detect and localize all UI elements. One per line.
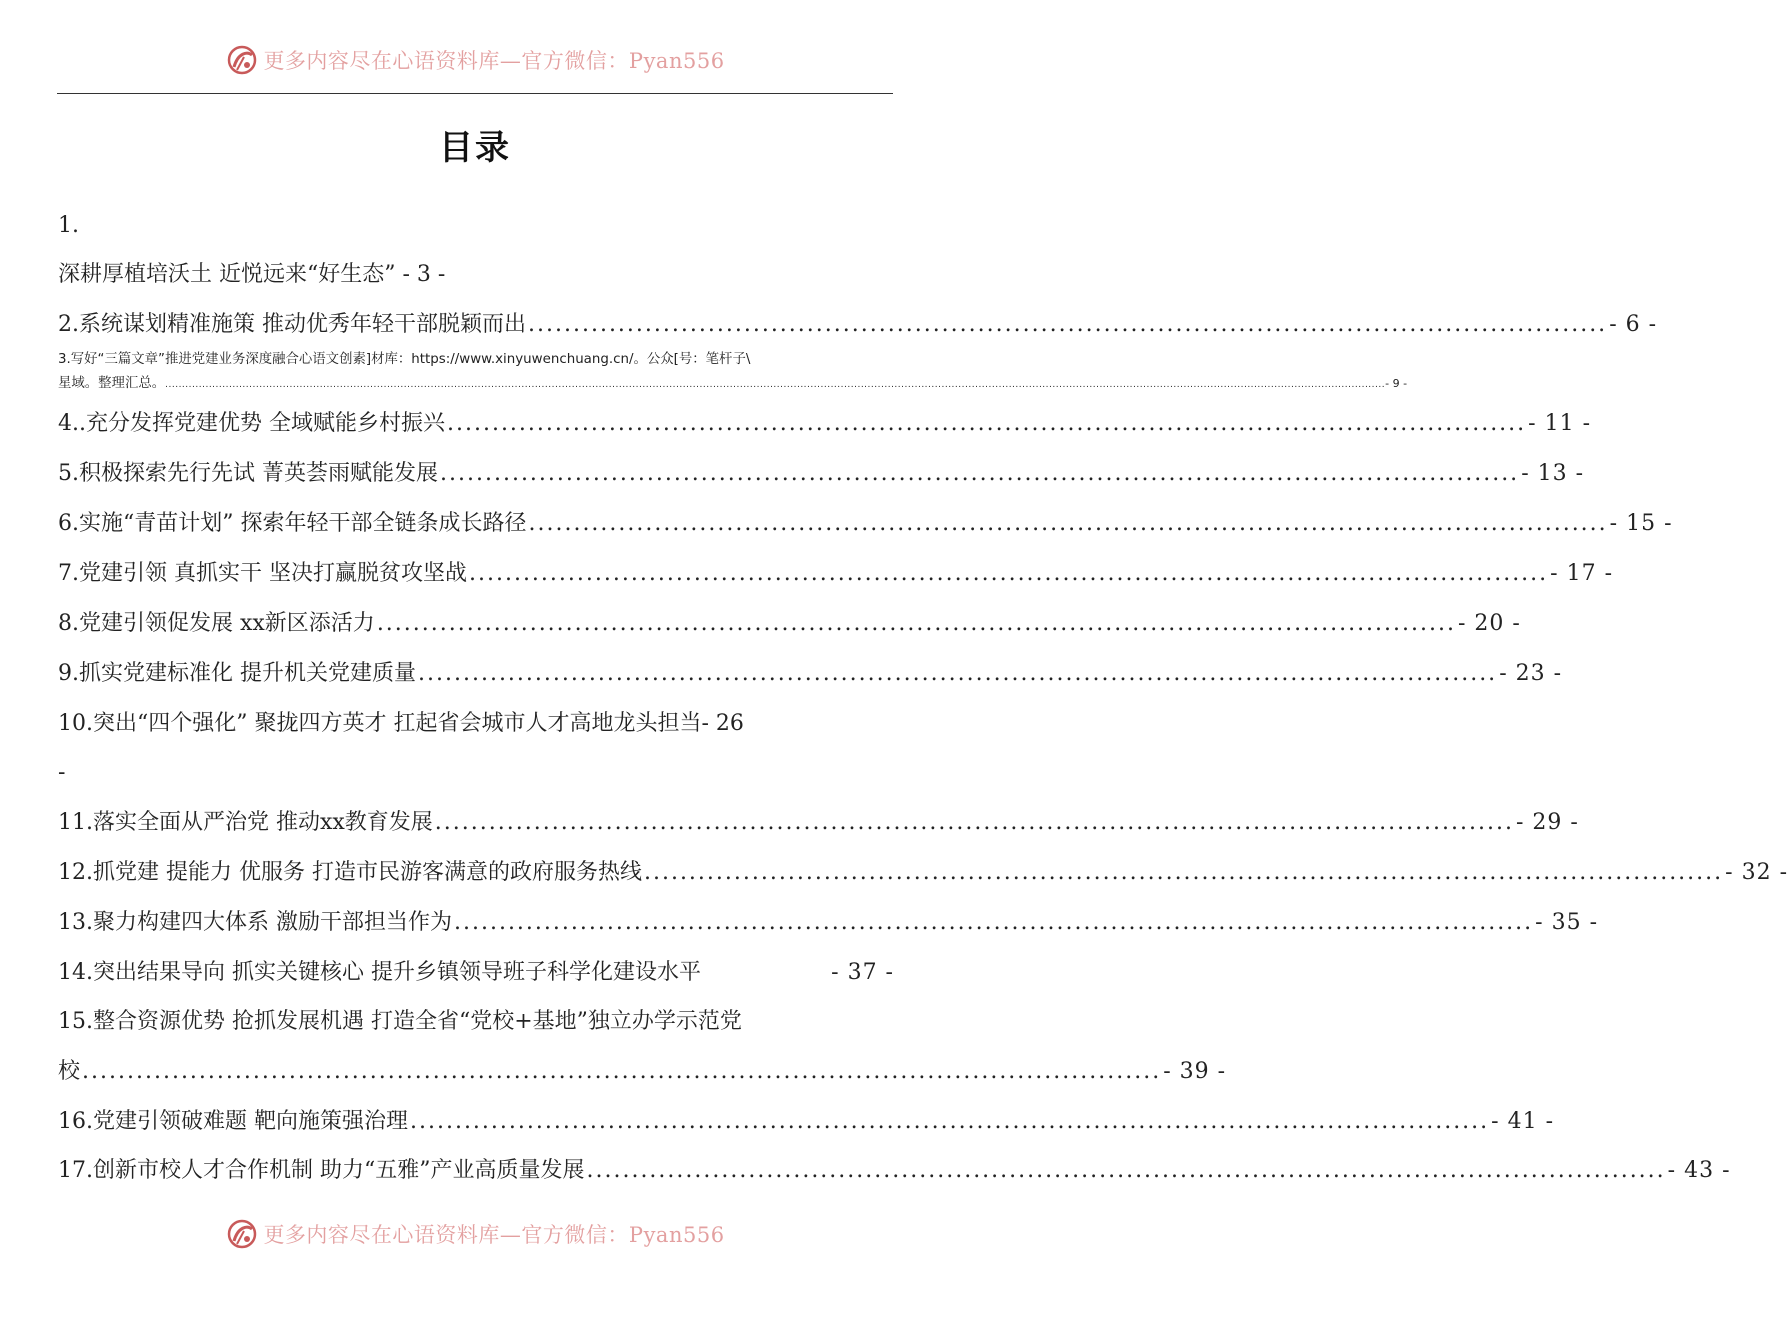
toc-entry-title: 8.党建引领促发展 xx新区添活力	[58, 611, 375, 636]
toc-entry-5[interactable]	[58, 459, 1585, 489]
toc-entry-title: 12.抓党建 提能力 优服务 打造市民游客满意的政府服务热线	[58, 860, 642, 885]
toc-leader-dots: ........................................................................................................................	[418, 661, 1498, 686]
toc-page-number: - 39 -	[1163, 1059, 1227, 1084]
toc-leader-dots: ........................................................................................................................	[82, 1059, 1162, 1084]
toc-entry-title: 校	[58, 1059, 81, 1084]
toc-leader-dots: ........................................................................................................................	[586, 1158, 1666, 1183]
header-divider	[57, 93, 893, 94]
header-watermark-text: 更多内容尽在心语资料库—官方微信：Pyan556	[263, 49, 725, 73]
toc-entry-2[interactable]	[58, 310, 1658, 340]
brand-logo-icon	[225, 1217, 259, 1251]
toc-entry-15-line-1[interactable]: 15.整合资源优势 抢抓发展机遇 打造全省“党校+基地”独立办学示范党	[58, 1009, 742, 1034]
toc-page-number: - 13 -	[1521, 461, 1585, 486]
toc-entry-title: 星域。整理汇总。	[58, 376, 166, 391]
toc-page-number: - 29 -	[1515, 810, 1579, 835]
toc-leader-dots: ........................................................................................................................	[643, 860, 1724, 885]
toc-leader-dots: ........................................................................................................................	[468, 561, 1549, 586]
toc-entry-3-line-1[interactable]: 3.写好“三篇文章”推进党建业务深度融合心语文创素]材库：https://www.xinyuwenchuang.cn/。公众[号：笔杆子\	[58, 352, 751, 367]
toc-entry-10-line-1[interactable]: 10.突出“四个强化” 聚拢四方英才 扛起省会城市人才高地龙头担当- 26	[58, 711, 744, 736]
toc-leader-dots: ........................................................................................................................	[528, 312, 1608, 337]
toc-page-number: - 6 -	[1609, 312, 1658, 337]
toc-entry-title: 13.聚力构建四大体系 激励干部担当作为	[58, 910, 452, 935]
toc-entry-10-line-2[interactable]: -	[58, 760, 66, 785]
toc-page-number: - 17 -	[1550, 561, 1614, 586]
toc-page-number: - 20 -	[1458, 611, 1521, 636]
toc-entry-1[interactable]: 深耕厚植培沃土 近悦远来“好生态” - 3 -	[58, 262, 446, 287]
toc-page-number: - 41 -	[1491, 1109, 1555, 1134]
toc-leader-dots: ........................................................................................................................	[528, 511, 1608, 536]
toc-page-number: - 43 -	[1667, 1158, 1731, 1183]
toc-entry-17[interactable]	[58, 1156, 1731, 1186]
toc-entry-9[interactable]	[58, 659, 1563, 689]
toc-leader-dots: ........................................................................................................................	[453, 910, 1534, 935]
brand-logo-icon	[225, 43, 259, 77]
toc-leader-dots: ........................................................................................................................	[409, 1109, 1490, 1134]
toc-page-number: - 23 -	[1499, 661, 1563, 686]
toc-entry-title: 7.党建引领 真抓实干 坚决打赢脱贫攻坚战	[58, 561, 467, 586]
toc-entry-8[interactable]	[58, 609, 1521, 639]
toc-leader-dots: ........................................................................................................................	[440, 461, 1520, 486]
toc-entry-7[interactable]	[58, 559, 1614, 589]
toc-entry-1-number[interactable]: 1.	[58, 213, 79, 238]
toc-entry-title: 9.抓实党建标准化 提升机关党建质量	[58, 661, 416, 686]
toc-leader-dots: ........................................................................................................................	[434, 810, 1514, 835]
toc-entry-title: 14.突出结果导向 抓实关键核心 提升乡镇领导班子科学化建设水平	[58, 960, 701, 985]
header-watermark	[0, 40, 950, 80]
footer-watermark	[0, 1214, 950, 1254]
page-title: 目录	[439, 128, 511, 168]
toc-page-number: - 9 -	[1385, 377, 1408, 390]
toc-leader-dots: ........................................................................................................................	[376, 611, 1456, 636]
toc-entry-title: 16.党建引领破难题 靶向施策强治理	[58, 1109, 408, 1134]
toc-entry-14[interactable]	[58, 958, 894, 988]
toc-entry-title: 11.落实全面从严治党 推动xx教育发展	[58, 810, 433, 835]
toc-page-number: - 11 -	[1528, 411, 1592, 436]
toc-page-number: - 37 -	[831, 960, 894, 985]
footer-watermark-text: 更多内容尽在心语资料库—官方微信：Pyan556	[263, 1223, 725, 1247]
toc-entry-3-line-2[interactable]	[58, 374, 1408, 395]
toc-entry-13[interactable]	[58, 908, 1599, 938]
toc-page-number: - 15 -	[1609, 511, 1673, 536]
toc-entry-15-line-2[interactable]	[58, 1057, 1227, 1087]
toc-leader-dots: ........................................................................................................................	[446, 411, 1527, 436]
toc-page-number: - 35 -	[1535, 910, 1599, 935]
toc-entry-6[interactable]	[58, 509, 1673, 539]
toc-entry-title: 6.实施“青苗计划” 探索年轻干部全链条成长路径	[58, 511, 527, 536]
toc-entry-title: 4..充分发挥党建优势 全域赋能乡村振兴	[58, 411, 445, 436]
toc-entry-title: 5.积极探索先行先试 菁英荟雨赋能发展	[58, 461, 438, 486]
toc-entry-16[interactable]	[58, 1107, 1555, 1137]
toc-leader-dots: ...........................................................................................................................................................................................................................................................................................................................................................................	[165, 380, 1386, 390]
toc-entry-12[interactable]	[58, 858, 1788, 888]
toc-entry-title: 17.创新市校人才合作机制 助力“五雅”产业高质量发展	[58, 1158, 585, 1183]
toc-entry-11[interactable]	[58, 808, 1579, 838]
toc-page-number: - 32 -	[1725, 860, 1788, 885]
toc-entry-title: 2.系统谋划精准施策 推动优秀年轻干部脱颖而出	[58, 312, 526, 337]
toc-entry-4[interactable]	[58, 409, 1592, 439]
